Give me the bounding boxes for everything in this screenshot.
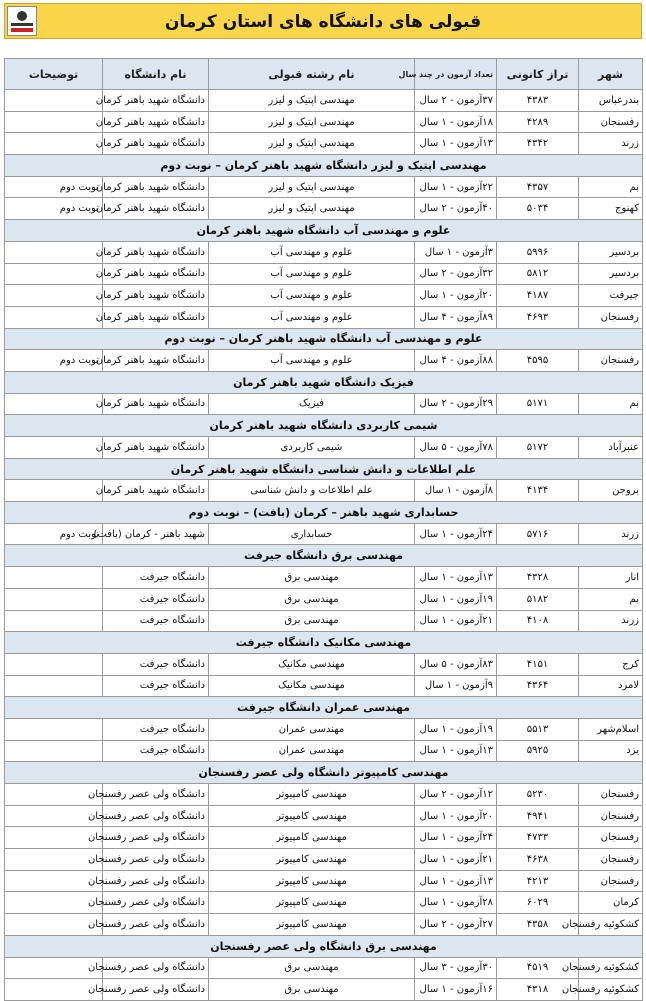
row-university: شهید باهنر - کرمان (بافت)	[103, 523, 209, 545]
row-field: مهندسی کامپیوتر	[209, 870, 415, 892]
table-row	[5, 350, 643, 372]
section-heading-row	[5, 697, 643, 719]
row-field: مهندسی کامپیوتر	[209, 805, 415, 827]
row-city: کشکوئیه رفسنجان	[579, 957, 643, 979]
row-score: ۴۳۱۸	[497, 979, 579, 1001]
row-exams: ۸۳آزمون - ۵ سال	[415, 653, 497, 675]
row-university: دانشگاه شهید باهنر کرمان	[103, 480, 209, 502]
row-city: زرند	[579, 523, 643, 545]
row-score: ۴۲۸۹	[497, 111, 579, 133]
row-university: دانشگاه ولی عصر رفسنجان	[103, 957, 209, 979]
table-row	[5, 979, 643, 1001]
row-exams: ۲۱آزمون - ۱ سال	[415, 610, 497, 632]
row-notes	[5, 567, 103, 589]
row-score: ۵۵۱۳	[497, 718, 579, 740]
row-score: ۴۹۴۱	[497, 805, 579, 827]
row-field: مهندسی برق	[209, 979, 415, 1001]
table-row	[5, 805, 643, 827]
row-city: لامرد	[579, 675, 643, 697]
row-university: دانشگاه شهید باهنر کرمان	[103, 176, 209, 198]
row-exams: ۳۲آزمون - ۲ سال	[415, 263, 497, 285]
row-field: علوم و مهندسی آب	[209, 263, 415, 285]
row-city: کرج	[579, 653, 643, 675]
row-field: حسابداری	[209, 523, 415, 545]
table-row	[5, 523, 643, 545]
row-exams: ۳۰آزمون - ۳ سال	[415, 957, 497, 979]
table-row	[5, 263, 643, 285]
section-heading: شیمی کاربردی دانشگاه شهید باهنر کرمان	[5, 415, 643, 437]
row-notes	[5, 610, 103, 632]
row-field: مهندسی کامپیوتر	[209, 892, 415, 914]
row-exams: ۱۳آزمون - ۱ سال	[415, 740, 497, 762]
table-row	[5, 740, 643, 762]
row-city: بندرعباس	[579, 90, 643, 112]
row-city: بم	[579, 588, 643, 610]
row-exams: ۱۲آزمون - ۲ سال	[415, 784, 497, 806]
row-score: ۴۶۳۸	[497, 849, 579, 871]
page-title: قبولی های دانشگاه های استان کرمان	[164, 12, 482, 32]
row-city: رفسنجان	[579, 827, 643, 849]
row-notes	[5, 285, 103, 307]
row-exams: ۲۹آزمون - ۲ سال	[415, 393, 497, 415]
row-university: دانشگاه ولی عصر رفسنجان	[103, 784, 209, 806]
table-row	[5, 784, 643, 806]
row-score: ۴۱۸۷	[497, 285, 579, 307]
row-score: ۴۱۰۸	[497, 610, 579, 632]
row-score: ۴۵۱۹	[497, 957, 579, 979]
row-exams: ۱۶آزمون - ۱ سال	[415, 979, 497, 1001]
row-field: مهندسی کامپیوتر	[209, 914, 415, 936]
table-row	[5, 827, 643, 849]
row-university: دانشگاه ولی عصر رفسنجان	[103, 870, 209, 892]
row-exams: ۱۳آزمون - ۱ سال	[415, 133, 497, 155]
row-exams: ۱۳آزمون - ۱ سال	[415, 567, 497, 589]
row-field: مهندسی برق	[209, 610, 415, 632]
table-row	[5, 892, 643, 914]
table-header-row	[5, 59, 643, 90]
section-heading: فیزیک دانشگاه شهید باهنر کرمان	[5, 371, 643, 393]
row-score: ۴۳۸۳	[497, 90, 579, 112]
row-notes	[5, 263, 103, 285]
row-exams: ۱۸آزمون - ۱ سال	[415, 111, 497, 133]
row-city: زرند	[579, 133, 643, 155]
row-score: ۵۸۱۲	[497, 263, 579, 285]
table-row	[5, 176, 643, 198]
table-row	[5, 306, 643, 328]
row-city: یزد	[579, 740, 643, 762]
row-city: بردسیر	[579, 241, 643, 263]
row-city: بم	[579, 176, 643, 198]
table-row	[5, 870, 643, 892]
row-exams: ۷۸آزمون - ۵ سال	[415, 437, 497, 459]
row-notes	[5, 133, 103, 155]
section-heading-row	[5, 502, 643, 524]
row-university: دانشگاه جیرفت	[103, 610, 209, 632]
row-city: کشکوئیه رفسنجان	[579, 914, 643, 936]
row-university: دانشگاه شهید باهنر کرمان	[103, 198, 209, 220]
row-university: دانشگاه جیرفت	[103, 740, 209, 762]
row-university: دانشگاه شهید باهنر کرمان	[103, 285, 209, 307]
row-score: ۴۷۳۳	[497, 827, 579, 849]
table-row	[5, 198, 643, 220]
row-field: مهندسی برق	[209, 588, 415, 610]
row-city: رفسنجان	[579, 111, 643, 133]
row-exams: ۸آزمون - ۱ سال	[415, 480, 497, 502]
row-exams: ۲۴آزمون - ۱ سال	[415, 523, 497, 545]
row-score: ۵۱۷۲	[497, 437, 579, 459]
row-exams: ۲۴آزمون - ۱ سال	[415, 827, 497, 849]
row-field: مهندسی اپتیک و لیزر	[209, 111, 415, 133]
table-row	[5, 957, 643, 979]
row-university: دانشگاه شهید باهنر کرمان	[103, 393, 209, 415]
row-exams: ۴۰آزمون - ۲ سال	[415, 198, 497, 220]
row-university: دانشگاه شهید باهنر کرمان	[103, 306, 209, 328]
row-field: مهندسی کامپیوتر	[209, 827, 415, 849]
row-university: دانشگاه شهید باهنر کرمان	[103, 241, 209, 263]
row-field: مهندسی مکانیک	[209, 675, 415, 697]
section-heading: مهندسی اپتیک و لیزر دانشگاه شهید باهنر کرمان – نوبت دوم	[5, 155, 643, 177]
section-heading-row	[5, 632, 643, 654]
row-university: دانشگاه شهید باهنر کرمان	[103, 263, 209, 285]
row-exams: ۲۲آزمون - ۱ سال	[415, 176, 497, 198]
row-city: کهنوج	[579, 198, 643, 220]
row-field: مهندسی مکانیک	[209, 653, 415, 675]
table-row	[5, 675, 643, 697]
row-university: دانشگاه ولی عصر رفسنجان	[103, 892, 209, 914]
table-row	[5, 567, 643, 589]
section-heading: حسابداری شهید باهنر – کرمان (بافت) – نوبت دوم	[5, 502, 643, 524]
row-notes	[5, 718, 103, 740]
row-field: فیزیک	[209, 393, 415, 415]
row-notes	[5, 675, 103, 697]
section-heading: علوم و مهندسی آب دانشگاه شهید باهنر کرمان – نوبت دوم	[5, 328, 643, 350]
row-exams: ۹آزمون - ۱ سال	[415, 675, 497, 697]
row-score: ۵۲۳۰	[497, 784, 579, 806]
row-city: کرمان	[579, 892, 643, 914]
row-score: ۴۳۵۸	[497, 914, 579, 936]
row-exams: ۲۰آزمون - ۱ سال	[415, 285, 497, 307]
row-city: جیرفت	[579, 285, 643, 307]
row-university: دانشگاه شهید باهنر کرمان	[103, 437, 209, 459]
row-city: انار	[579, 567, 643, 589]
row-university: دانشگاه ولی عصر رفسنجان	[103, 849, 209, 871]
section-heading-row	[5, 155, 643, 177]
row-university: دانشگاه شهید باهنر کرمان	[103, 90, 209, 112]
title-bar	[4, 3, 642, 39]
header-notes: توضیحات	[5, 59, 103, 90]
row-score: ۴۶۹۳	[497, 306, 579, 328]
row-exams: ۲۷آزمون - ۲ سال	[415, 914, 497, 936]
header-city: شهر	[579, 59, 643, 90]
row-university: دانشگاه جیرفت	[103, 588, 209, 610]
row-exams: ۱۳آزمون - ۱ سال	[415, 870, 497, 892]
row-notes	[5, 90, 103, 112]
table-body	[5, 90, 643, 1001]
row-score: ۴۳۴۲	[497, 133, 579, 155]
row-score: ۵۹۲۵	[497, 740, 579, 762]
row-exams: ۱۹آزمون - ۱ سال	[415, 588, 497, 610]
row-exams: ۸۹آزمون - ۴ سال	[415, 306, 497, 328]
table-row	[5, 849, 643, 871]
row-city: رفسنجان	[579, 849, 643, 871]
row-score: ۵۱۷۱	[497, 393, 579, 415]
row-score: ۵۱۸۲	[497, 588, 579, 610]
row-exams: ۲۰آزمون - ۱ سال	[415, 805, 497, 827]
row-field: شیمی کاربردی	[209, 437, 415, 459]
table-row	[5, 90, 643, 112]
section-heading-row	[5, 545, 643, 567]
table-row	[5, 718, 643, 740]
row-notes	[5, 653, 103, 675]
row-field: مهندسی کامپیوتر	[209, 849, 415, 871]
row-university: دانشگاه شهید باهنر کرمان	[103, 133, 209, 155]
row-city: زرند	[579, 610, 643, 632]
row-notes	[5, 111, 103, 133]
row-field: علوم و مهندسی آب	[209, 241, 415, 263]
row-score: ۴۳۵۷	[497, 176, 579, 198]
row-notes	[5, 588, 103, 610]
row-notes	[5, 393, 103, 415]
row-score: ۴۳۶۴	[497, 675, 579, 697]
row-university: دانشگاه شهید باهنر کرمان	[103, 350, 209, 372]
header-exams: تعداد آزمون در چند سال	[415, 59, 497, 90]
row-city: رفسنجان	[579, 870, 643, 892]
section-heading: علوم و مهندسی آب دانشگاه شهید باهنر کرمان	[5, 220, 643, 242]
table-row	[5, 437, 643, 459]
row-score: ۴۱۵۱	[497, 653, 579, 675]
row-notes	[5, 740, 103, 762]
row-score: ۵۷۱۶	[497, 523, 579, 545]
admissions-table	[4, 58, 643, 1001]
row-field: علوم و مهندسی آب	[209, 350, 415, 372]
row-university: دانشگاه ولی عصر رفسنجان	[103, 827, 209, 849]
header-score: تراز کانونی	[497, 59, 579, 90]
row-university: دانشگاه ولی عصر رفسنجان	[103, 979, 209, 1001]
section-heading-row	[5, 415, 643, 437]
row-field: علم اطلاعات و دانش شناسی	[209, 480, 415, 502]
section-heading-row	[5, 458, 643, 480]
row-score: ۴۳۲۸	[497, 567, 579, 589]
section-heading-row	[5, 762, 643, 784]
row-score: ۵۰۳۴	[497, 198, 579, 220]
table-row	[5, 588, 643, 610]
table-row	[5, 111, 643, 133]
row-university: دانشگاه جیرفت	[103, 567, 209, 589]
section-heading: مهندسی کامپیوتر دانشگاه ولی عصر رفسنجان	[5, 762, 643, 784]
row-city: رفسنجان	[579, 306, 643, 328]
table-row	[5, 393, 643, 415]
row-field: مهندسی عمران	[209, 718, 415, 740]
row-notes: نوبت دوم	[5, 523, 103, 545]
row-notes	[5, 241, 103, 263]
row-notes: نوبت دوم	[5, 198, 103, 220]
section-heading-row	[5, 220, 643, 242]
row-university: دانشگاه شهید باهنر کرمان	[103, 111, 209, 133]
row-city: رفسنجان	[579, 350, 643, 372]
section-heading-row	[5, 328, 643, 350]
table-row	[5, 653, 643, 675]
row-field: علوم و مهندسی آب	[209, 306, 415, 328]
table-row	[5, 914, 643, 936]
row-field: مهندسی اپتیک و لیزر	[209, 198, 415, 220]
row-city: بم	[579, 393, 643, 415]
row-city: رفسنجان	[579, 805, 643, 827]
row-city: بروجن	[579, 480, 643, 502]
row-city: رفسنجان	[579, 784, 643, 806]
section-heading: مهندسی مکانیک دانشگاه جیرفت	[5, 632, 643, 654]
row-score: ۴۲۱۳	[497, 870, 579, 892]
section-heading: مهندسی برق دانشگاه ولی عصر رفسنجان	[5, 935, 643, 957]
row-university: دانشگاه جیرفت	[103, 675, 209, 697]
row-score: ۴۵۹۵	[497, 350, 579, 372]
row-score: ۵۹۹۶	[497, 241, 579, 263]
row-exams: ۸۸آزمون - ۴ سال	[415, 350, 497, 372]
row-notes	[5, 437, 103, 459]
table-row	[5, 480, 643, 502]
section-heading-row	[5, 935, 643, 957]
header-university: نام دانشگاه	[103, 59, 209, 90]
row-field: علوم و مهندسی آب	[209, 285, 415, 307]
row-field: مهندسی اپتیک و لیزر	[209, 90, 415, 112]
table-row	[5, 241, 643, 263]
section-heading-row	[5, 371, 643, 393]
row-notes	[5, 480, 103, 502]
table-row	[5, 285, 643, 307]
table-row	[5, 133, 643, 155]
table-row	[5, 610, 643, 632]
row-notes: نوبت دوم	[5, 176, 103, 198]
row-field: مهندسی عمران	[209, 740, 415, 762]
header-field: نام رشته قبولی	[209, 59, 415, 90]
section-heading: علم اطلاعات و دانش شناسی دانشگاه شهید باهنر کرمان	[5, 458, 643, 480]
row-exams: ۲۱آزمون - ۱ سال	[415, 849, 497, 871]
row-field: مهندسی برق	[209, 567, 415, 589]
row-notes	[5, 306, 103, 328]
row-university: دانشگاه ولی عصر رفسنجان	[103, 805, 209, 827]
row-score: ۶۰۲۹	[497, 892, 579, 914]
section-heading: مهندسی عمران دانشگاه جیرفت	[5, 697, 643, 719]
row-field: مهندسی کامپیوتر	[209, 784, 415, 806]
row-exams: ۲۸آزمون - ۱ سال	[415, 892, 497, 914]
row-field: مهندسی اپتیک و لیزر	[209, 176, 415, 198]
row-exams: ۳آزمون - ۱ سال	[415, 241, 497, 263]
section-heading: مهندسی برق دانشگاه جیرفت	[5, 545, 643, 567]
row-notes: نوبت دوم	[5, 350, 103, 372]
row-score: ۴۱۳۴	[497, 480, 579, 502]
row-university: دانشگاه ولی عصر رفسنجان	[103, 914, 209, 936]
row-city: کشکوئیه رفسنجان	[579, 979, 643, 1001]
row-exams: ۱۹آزمون - ۱ سال	[415, 718, 497, 740]
row-university: دانشگاه جیرفت	[103, 653, 209, 675]
row-city: عنبرآباد	[579, 437, 643, 459]
row-city: بردسیر	[579, 263, 643, 285]
title-banner	[0, 0, 646, 44]
row-field: مهندسی برق	[209, 957, 415, 979]
row-city: اسلام‌شهر	[579, 718, 643, 740]
row-field: مهندسی اپتیک و لیزر	[209, 133, 415, 155]
row-exams: ۳۷آزمون - ۲ سال	[415, 90, 497, 112]
row-university: دانشگاه جیرفت	[103, 718, 209, 740]
